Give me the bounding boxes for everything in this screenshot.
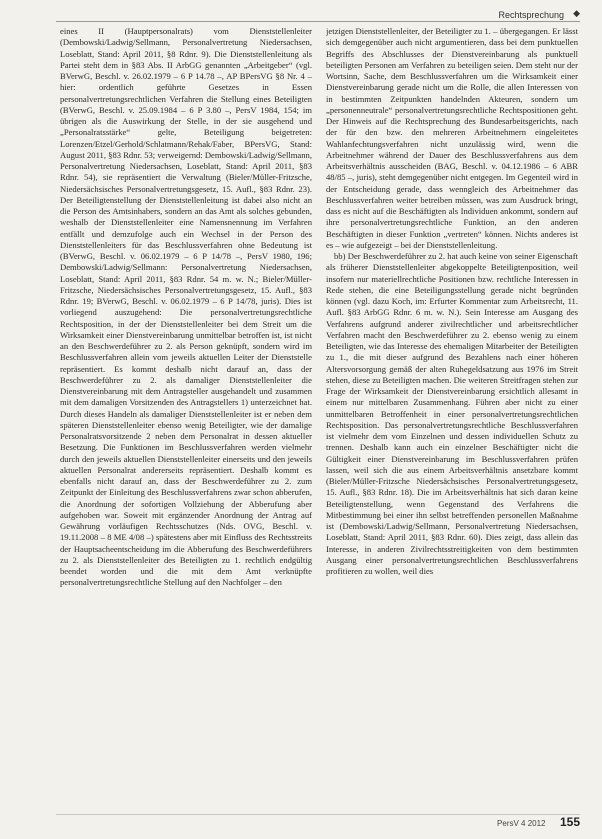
diamond-bullet-icon: ◆ — [573, 9, 580, 19]
page-number: 155 — [559, 815, 580, 829]
right-paragraph: jetzigen Dienststellenleiter, der Beteiligter zu 1. – übergegangen. Er lässt sich demgegenüber auch nicht argumentieren, dass bei dem punktuellen Begriffs des Abschlusses der Dienstvereinbarung als punktuell beteiligten Personen am Verfahren zu beteiligen seien. Dem steht nur der Wortsinn, Sache, dem Beschlussverfahren um die Wirksamkeit einer Dienstvereinbarung gerade nicht um die Rolle, die allen Interessen von in bestimmten Zeitpunkten handelnden Akteuren, sondern um „personenneutrale“ personalvertretungsrechtliche Rechtspositionen geht. Der Hinweis auf die Rechtsprechung des Bundesarbeitsgerichts, nach der für den bzw. den mehreren Arbeitnehmern eingeleitetes Wahlanfechtungsverfahren nicht unzulässig wird, wenn die Arbeitnehmer während der Dauer des Beschlussverfahrens aus dem Arbeitsverhältnis ausscheiden (BAG, Beschl. v. 04.12.1986 – 6 ABR 48/85 –, juris), steht demgegenüber nicht entgegen. Im Gegenteil wird in der Entscheidung gerade, dass wenngleich des Arbeitnehmer das Beschlussverfahren weiter betreiben müssen, was zum Ausdruck bringt, dass es nicht auf die Beschäftigten als Individuen ankommt, sondern auf ihre personalvertretungsrechtliche Funktion, an den anderen Beschäftigten in dieser Funktion „vertreten“ können. Nichts anderes ist es – wie aufgezeigt – bei der Dienststellenleitung. — [326, 26, 578, 250]
running-header: Rechtsprechung — [498, 10, 564, 20]
page-footer — [497, 813, 580, 831]
right-column — [326, 26, 578, 816]
journal-issue: PersV 4 2012 — [497, 819, 546, 828]
left-paragraph: eines II (Hauptpersonalrats) vom Dienststellenleiter (Dembowski/Ladwig/Sellmann, Personalvertretung Niedersachsen, Loseblatt, Stand: April 2011, §8 Rdnr. 9). Die Dienststellenleitung als Partei steht dem in §83 Abs. II ArbGG genannten „Arbeitgeber“ (vgl. BVerwG, Beschl. v. 26.02.1979 – 6 P 14.78 –, AP BPersVG §8 Nr. 4 – hier: ordentlich geführte Gesetzes in Essen personalvertretungsrechtlichen Verfahren die Stellung eines Beteiligten (BVerwG, Beschl. v. 25.09.1984 – 6 P 3.80 –, PersV 1984, 154; im übrigen als die Auswirkung der Stelle, in der sie ausgehend und „Personalratsstärke“ gelte, Beteiligung beigetreten: Lorenzen/Etzel/Gerhold/Schlatmann/Rehak/Faber, BPersVG, Stand: August 2011, §83 Rdnr. 53; verweigernd: Dembowski/Ladwig/Sellmann, Personalvertretung Niedersachsen, Loseblatt, Stand: April 2011, §83 Rdnr. 54), sie repräsentiert die Verwaltung (Bieler/Müller-Fritzsche, Niedersächsisches Personalvertretungsgesetz, 15. Aufl., §83 Rdnr. 23). Der Beteiligtenstellung der Dienststellenleitung ist dabei also nicht an die Person des Amtsinhabers, sondern an das Amt als solches gebunden, weshalb der Dienststellenleiter eine Namensnennung im Verfahren entfällt und demzufolge auch ein Wechsel in der Person des Dienststellenleiters für das Beschlussverfahren ohne Bedeutung ist (BVerwG, Beschl. v. 06.02.1979 – 6 P 14/78 –, PersV 1980, 196; Dembowski/Ladwig/Sellmann: Personalvertretung Niedersachsen, Loseblatt, Stand: April 2011, §83 Rdnr. 54 m. w. N.; Bieler/Müller-Fritzsche, Niedersächsisches Personalvertretungsgesetz, 15. Aufl., §83 Rdnr. 19; BVerwG, Beschl. v. 06.02.1979 – 6 P 14/78, juris). Dies ist vorliegend auszugehend: Die personalvertretungsrechtliche Rechtsposition, in der der Dienststellenleiter bei dem Streit um die Wirksamkeit einer Dienstvereinbarung unmittelbar betroffen ist, ist nicht an den Beschwerdeführer zu 2. als Person geknüpft, sondern wird im Beschlussverfahren allein vom jeweils aktuellen Leiter der Dienststelle repräsentiert. Es kommt deshalb nicht darauf an, dass der Beschwerdeführer zu 2. als damaliger Dienststellenleiter die Dienstvereinbarung mit dem Antragsteller ausgehandelt und zusammen mit dem damaligen Vorsitzenden des Antragstellers 1) unterzeichnet hat. Durch dieses Handeln als damaliger Dienststellenleiter ist er neben dem späteren Dienststellenleiter ebenso wenig Beteiligter, wie der damalige Personalratsvorsitzende 2 neben dem Personalrat in dessen aktueller Besetzung. Die Funktionen im Beschlussverfahren werden vielmehr durch den jeweils aktuellen Dienststellenleiter einerseits und den jeweils aktuellen Personalrat andererseits repräsentiert. Deshalb kommt es ebenfalls nicht darauf an, dass der Beschwerdeführer zu 2. zum Zeitpunkt der Einleitung des Beschlussverfahrens zwar schon abberufen, die Anordnung der sofortigen Vollziehung der Abberufung aber aufgehoben war. Soweit mit ergänzender Anordnung der Antrag auf Gewährung vorläufigen Rechtsschutzes (Nds. OVG, Beschl. v. 19.11.2008 – 8 ME 4/08 –) spätestens aber mit Einfluss des Rechtsstreits der Hauptsacheentscheidung im die Abberufung des Beschwerdeführers zu 2. als Dienststellenleiter des Beteiligten zu 1. rechtlich endgültig beendet worden und die mit dem Amt verknüpfte personalvertretungsrechtliche Stellung auf den Nachfolger – den — [60, 26, 312, 588]
right-paragraph: bb) Der Beschwerdeführer zu 2. hat auch keine von seiner Eigenschaft als früherer Dienststellenleiter abgekoppelte Beteiligtenposition, weil insofern nur materiellrechtliche Positionen bzw. rechtliche Interessen in Rede stehen, die eine Beteiligungsstellung gerade nicht begründen können (vgl. dazu Koch, im: Erfurter Kommentar zum Arbeitsrecht, 11. Aufl. §83 ArbGG Rdnr. 6 m. w. N.). Sein Interesse am Ausgang des Verfahrens aufgrund anderer zivilrechtlicher und arbeitsrechtlicher Verfahren macht den Beschwerdeführer zu 2. ebenso wenig zu einem Beteiligten, wie das Interesse des ehemaligen Mitarbeiter der Beteiligten zu 1., die mit dieser aufgrund des Bezahlens nach einer höheren Altersvorsorgung gemäß der alten Ruhegeldsatzung aus 1976 im Streit stehen, diese zu Beteiligten machen. Die weiteren Streitfragen stehen zur Frage der Wirksamkeit der Dienstvereinbarung ersichtlich allesamt in einem nur mittelbaren Zusammenhang. Führen aber nicht zu einer unmittelbaren Betroffenheit in einer personalvertretungsrechtlichen Rechtsposition. Das personalvertretungsrechtliche Beschlussverfahren ist vielmehr dem vom Einzelnen und dessen individuellen Schutz zu trennen. Deshalb kann auch ein einzelner Beschäftigter nicht die Gültigkeit einer Dienstvereinbarung im Beschlussverfahren prüfen lassen, weil sich die aus einem Arbeitsverhältnis ansetzbare kommt (Bieler/Müller-Fritzsche Niedersächsisches Personalvertretungsgesetz, 15. Aufl., §83 Rdnr. 18). Die im Arbeitsverhältnis hat sich daran keine Beteiligtenstellung, wenn Gegenstand des Verfahrens die Mitbestimmung bei einer ihn selbst betreffenden personellen Maßnahme ist (Dembowski/Ladwig/Sellmann, Personalvertretung Niedersachsen, Loseblatt, Stand: April 2011, §83 Rdnr. 60). Dies zeigt, dass allein das Interesse, in anderen Zivilrechtsstreitigkeiten von dem bestimmten Ausgang einer personalvertretungsrechtlichen Beschlussverfahrens profitieren zu wollen, weil dies — [326, 251, 578, 576]
header-rule — [56, 21, 580, 22]
left-column — [60, 26, 312, 816]
